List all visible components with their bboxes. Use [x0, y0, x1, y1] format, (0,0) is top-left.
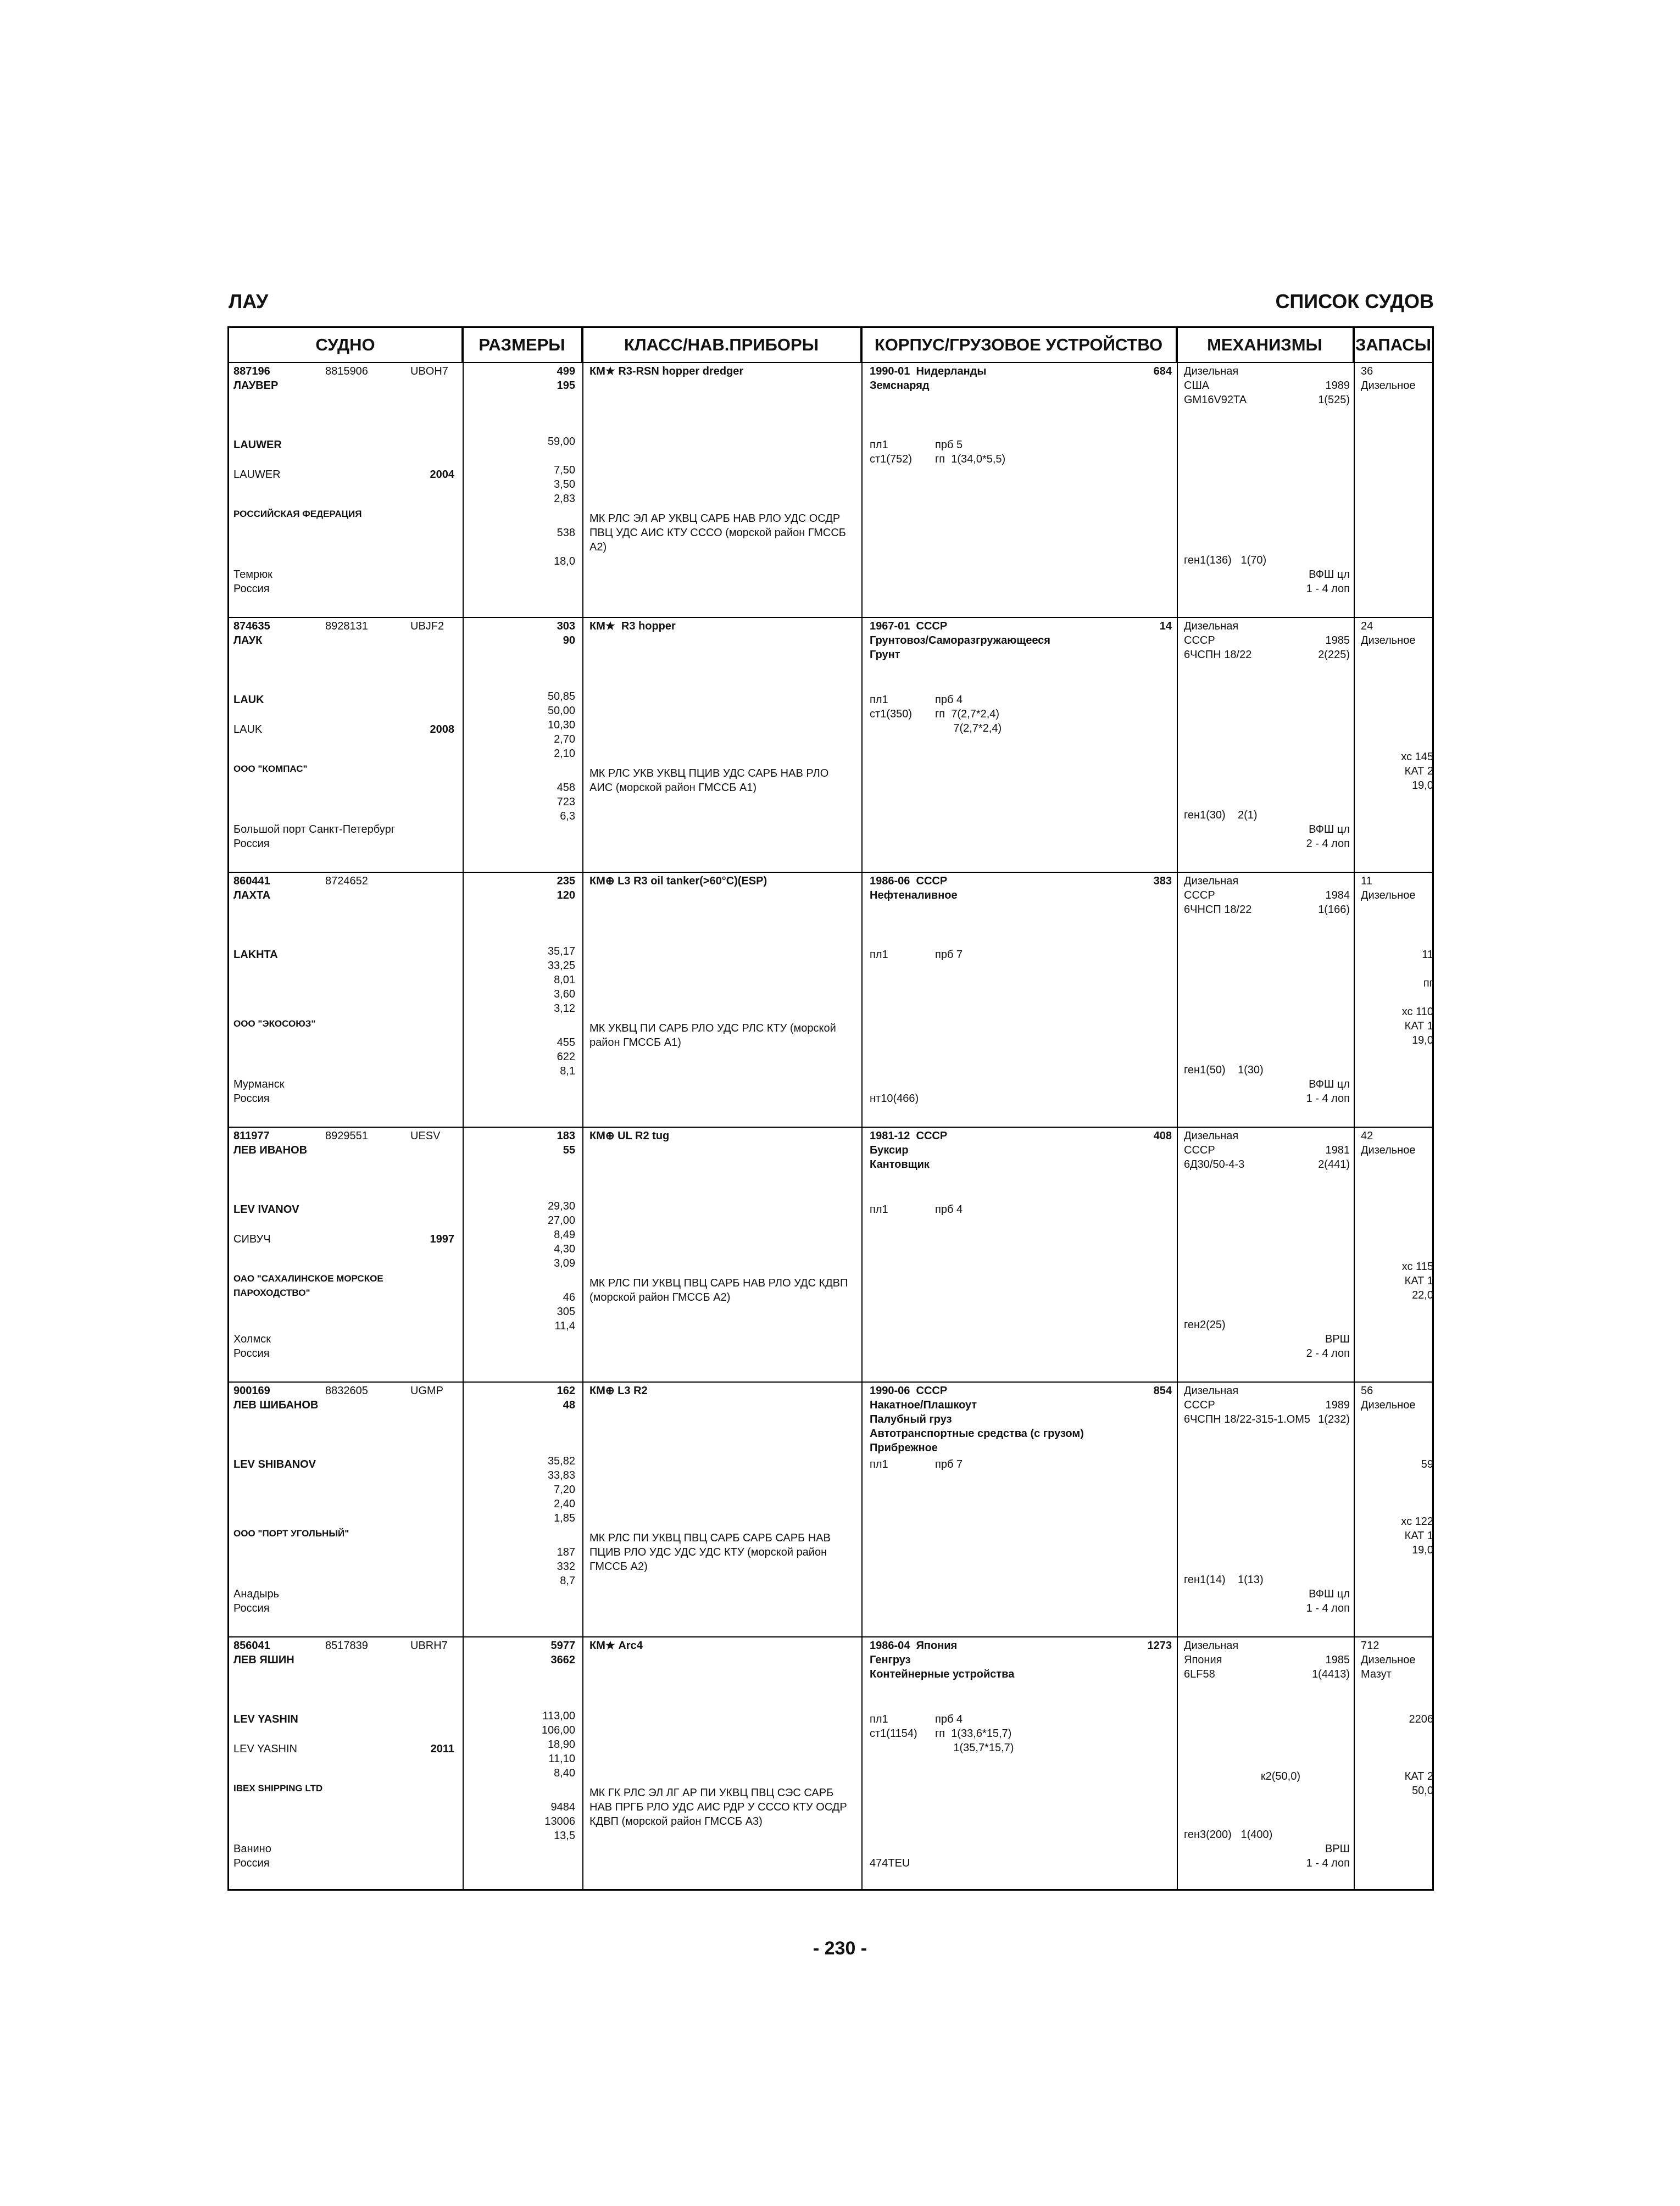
cargo-hatches: пл1 ст1(752) [870, 439, 912, 465]
supplies-amount: 2206 [1409, 1713, 1433, 1725]
generators: ген2(25) [1184, 1319, 1226, 1331]
ship-imo: 8928131 [325, 620, 368, 632]
ship-country: Россия [233, 1093, 270, 1105]
hull-number: 408 [1153, 1130, 1172, 1142]
propeller-blades: 1 - 4 лоп [1306, 583, 1350, 595]
generators: ген3(200) 1(400) [1184, 1829, 1273, 1841]
ship-name: ЛАУК [233, 634, 263, 647]
generators: ген1(14) 1(13) [1184, 1574, 1264, 1586]
propeller-blades: 2 - 4 лоп [1306, 838, 1350, 850]
supplies-equipment: хс 122 КАТ 1 19,0 [1401, 1516, 1433, 1556]
propeller-type: ВФШ цл [1309, 823, 1350, 835]
dims-tonnage: 303 90 [557, 620, 575, 647]
supplies-fuel: 24 Дизельное [1361, 620, 1416, 647]
hull-bottom-note: 474TEU [870, 1857, 910, 1869]
hull-built: 1981-12 СССР [870, 1130, 948, 1142]
ship-reg-number: 887196 [233, 365, 270, 377]
dims-tonnage: 162 48 [557, 1385, 575, 1411]
ship-owner: ООО "ЭКОСОЮЗ" [233, 1018, 316, 1029]
dims-tonnage: 5977 3662 [550, 1640, 575, 1666]
cargo-cranes: к2(50,0) [1260, 1770, 1300, 1782]
ship-class: КМ★ R3-RSN hopper dredger [589, 365, 744, 377]
hull-type: Генгруз Контейнерные устройства [870, 1654, 1015, 1680]
col-header-hull: КОРПУС/ГРУЗОВОЕ УСТРОЙСТВО [861, 328, 1177, 362]
ship-name-latin: LAKHTA [233, 949, 278, 961]
ship-country: Россия [233, 1857, 270, 1869]
supplies-fuel: 11 Дизельное [1361, 875, 1416, 901]
machinery: Дизельная США GM16V92TA [1184, 365, 1247, 406]
col-header-machinery: МЕХАНИЗМЫ [1177, 328, 1354, 362]
ship-imo: 8815906 [325, 365, 368, 377]
nav-equipment: МК УКВЦ ПИ САРБ РЛО УДС РЛС КТУ (морской район ГМССБ А1) [589, 1022, 836, 1049]
ship-former-name: LEV YASHIN [233, 1743, 297, 1755]
ship-reg-number: 811977 [233, 1130, 270, 1142]
hull-number: 383 [1153, 875, 1172, 887]
generators: ген1(50) 1(30) [1184, 1064, 1264, 1076]
ship-name: ЛАХТА [233, 889, 271, 901]
ship-country: Россия [233, 838, 270, 850]
ship-former-name: СИВУЧ [233, 1233, 271, 1245]
ship-former-name: LAUWER [233, 469, 281, 481]
ship-port: Большой порт Санкт-Петербург [233, 823, 396, 835]
col-header-supplies: ЗАПАСЫ [1354, 328, 1434, 362]
hull-bottom-note: нт10(466) [870, 1093, 919, 1105]
dims-capacity: 187 332 8,7 [557, 1546, 575, 1587]
ship-callsign: UBOH7 [410, 365, 448, 377]
nav-equipment: МК РЛС ПИ УКВЦ ПВЦ САРБ НАВ РЛО УДС КДВП (морской район ГМССБ А2) [589, 1277, 848, 1303]
ship-name-latin: LEV IVANOV [233, 1204, 299, 1216]
ship-built-year: 2011 [430, 1743, 454, 1755]
supplies-fuel: 712 Дизельное Мазут [1361, 1640, 1416, 1680]
hull-built: 1990-01 Нидерланды [870, 365, 987, 377]
hull-built: 1967-01 СССР [870, 620, 948, 632]
cargo-gear: прб 5 гп 1(34,0*5,5) [935, 439, 1006, 465]
ship-country: Россия [233, 1602, 270, 1614]
supplies-amount: 59 [1421, 1458, 1433, 1470]
supplies-equipment: хс 145 КАТ 2 19,0 [1401, 751, 1433, 792]
propeller-type: ВРШ [1325, 1333, 1350, 1345]
ship-record [229, 363, 1432, 618]
cargo-gear: прб 4 гп 7(2,7*2,4) 7(2,7*2,4) [935, 694, 1002, 734]
dims-measurements: 50,85 50,00 10,30 2,70 2,10 [547, 690, 575, 760]
ship-record [229, 1383, 1432, 1637]
cargo-hatches: пл1 [870, 949, 888, 961]
ship-port: Холмск [233, 1333, 271, 1345]
ship-callsign: UESV [410, 1130, 441, 1142]
propeller-type: ВФШ цл [1309, 1588, 1350, 1600]
hull-number: 854 [1153, 1385, 1172, 1397]
dims-capacity: 46 305 11,4 [554, 1291, 575, 1332]
supplies-amount: 11 пг [1422, 949, 1433, 989]
supplies-equipment: хс 115 КАТ 1 22,0 [1401, 1261, 1433, 1301]
machinery-power: 1989 1(525) [1318, 380, 1350, 406]
dims-capacity: 9484 13006 13,5 [544, 1801, 575, 1842]
ship-class: КМ⊕ L3 R2 [589, 1385, 648, 1397]
dims-capacity: 458 723 6,3 [557, 782, 575, 822]
ship-country: Россия [233, 583, 270, 595]
ship-owner: ОАО "САХАЛИНСКОЕ МОРСКОЕ ПАРОХОДСТВО" [233, 1273, 383, 1298]
ship-built-year: 2008 [430, 723, 454, 736]
supplies-equipment: хс 110 КАТ 1 19,0 [1401, 1006, 1433, 1046]
col-header-vessel: СУДНО [229, 328, 463, 362]
ship-reg-number: 900169 [233, 1385, 270, 1397]
ship-reg-number: 874635 [233, 620, 270, 632]
dims-capacity: 538 18,0 [554, 527, 575, 567]
ship-imo: 8929551 [325, 1130, 368, 1142]
ship-reg-number: 860441 [233, 875, 270, 887]
cargo-gear: прб 7 [935, 1458, 963, 1470]
ship-name: ЛЕВ ШИБАНОВ [233, 1399, 319, 1411]
hull-built: 1990-06 СССР [870, 1385, 948, 1397]
ship-owner: IBEX SHIPPING LTD [233, 1783, 323, 1793]
ship-record [229, 1128, 1432, 1383]
ship-name: ЛЕВ ИВАНОВ [233, 1144, 308, 1156]
machinery-power: 1985 1(4413) [1312, 1654, 1350, 1680]
cargo-hatches: пл1 [870, 1204, 888, 1216]
hull-number: 1273 [1147, 1640, 1172, 1652]
dims-measurements: 59,00 7,50 3,50 2,83 [547, 436, 575, 505]
cargo-gear: прб 4 [935, 1204, 963, 1216]
dims-measurements: 35,82 33,83 7,20 2,40 1,85 [547, 1455, 575, 1524]
ship-imo: 8517839 [325, 1640, 368, 1652]
cargo-gear: прб 7 [935, 949, 963, 961]
propeller-type: ВФШ цл [1309, 569, 1350, 581]
dims-measurements: 35,17 33,25 8,01 3,60 3,12 [547, 945, 575, 1015]
supplies-fuel: 56 Дизельное [1361, 1385, 1416, 1411]
nav-equipment: МК РЛС УКВ УКВЦ ПЦИВ УДС САРБ НАВ РЛО АИС (морской район ГМССБ А1) [589, 767, 829, 794]
machinery-power: 1981 2(441) [1318, 1144, 1350, 1171]
ship-record [229, 1637, 1432, 1892]
machinery: Дизельная СССР 6Д30/50-4-3 [1184, 1130, 1245, 1171]
machinery: Дизельная СССР 6ЧНСП 18/22 [1184, 875, 1252, 916]
ship-built-year: 2004 [430, 469, 454, 481]
hull-type: Нефтеналивное [870, 889, 958, 901]
machinery: Дизельная СССР 6ЧСПН 18/22-315-1.ОМ5 [1184, 1385, 1311, 1425]
ship-callsign: UBRH7 [410, 1640, 448, 1652]
dims-tonnage: 499 195 [557, 365, 575, 392]
ship-name: ЛАУВЕР [233, 380, 279, 392]
ship-owner: РОССИЙСКАЯ ФЕДЕРАЦИЯ [233, 509, 362, 519]
ship-port: Темрюк [233, 569, 272, 581]
propeller-blades: 2 - 4 лоп [1306, 1347, 1350, 1360]
ship-record [229, 618, 1432, 873]
page-header-left: ЛАУ [229, 290, 269, 313]
machinery-power: 1989 1(232) [1318, 1399, 1350, 1425]
generators: ген1(30) 2(1) [1184, 809, 1258, 821]
ship-port: Мурманск [233, 1078, 285, 1090]
hull-number: 684 [1153, 365, 1172, 377]
propeller-type: ВРШ [1325, 1843, 1350, 1855]
ship-country: Россия [233, 1347, 270, 1360]
hull-type: Грунтовоз/Саморазгружающееся Грунт [870, 634, 1050, 661]
hull-built: 1986-04 Япония [870, 1640, 958, 1652]
ship-port: Ванино [233, 1843, 271, 1855]
dims-measurements: 113,00 106,00 18,90 11,10 8,40 [541, 1710, 575, 1779]
nav-equipment: МК РЛС ЭЛ АР УКВЦ САРБ НАВ РЛО УДС ОСДР ПВЦ УДС АИС КТУ СССО (морской район ГМССБ А2) [589, 512, 846, 553]
ship-former-name: LAUK [233, 723, 263, 736]
machinery-power: 1984 1(166) [1318, 889, 1350, 916]
ship-name-latin: LAUWER [233, 439, 282, 451]
machinery: Дизельная СССР 6ЧСПН 18/22 [1184, 620, 1252, 661]
ship-reg-number: 856041 [233, 1640, 270, 1652]
ship-port: Анадырь [233, 1588, 280, 1600]
nav-equipment: МК РЛС ПИ УКВЦ ПВЦ САРБ САРБ САРБ НАВ ПЦИВ РЛО УДС УДС УДС КТУ (морской район ГМССБ А2) [589, 1532, 831, 1573]
ship-class: КМ⊕ UL R2 tug [589, 1130, 670, 1142]
ship-table [227, 326, 1434, 1891]
dims-capacity: 455 622 8,1 [557, 1037, 575, 1077]
col-header-class: КЛАСС/НАВ.ПРИБОРЫ [582, 328, 861, 362]
page-header-right: СПИСОК СУДОВ [1275, 290, 1434, 313]
ship-class: КМ⊕ L3 R3 oil tanker(>60°C)(ESP) [589, 875, 767, 887]
col-header-dimensions: РАЗМЕРЫ [463, 328, 582, 362]
ship-name-latin: LEV SHIBANOV [233, 1458, 316, 1470]
ship-built-year: 1997 [430, 1233, 454, 1245]
generators: ген1(136) 1(70) [1184, 554, 1267, 566]
supplies-equipment: КАТ 2 50,0 [1404, 1770, 1433, 1797]
cargo-hatches: пл1 [870, 1458, 888, 1470]
ship-record [229, 873, 1432, 1128]
cargo-hatches: пл1 ст1(350) [870, 694, 912, 720]
ship-class: КМ★ R3 hopper [589, 620, 676, 632]
dims-measurements: 29,30 27,00 8,49 4,30 3,09 [547, 1200, 575, 1269]
ship-owner: ООО "ПОРТ УГОЛЬНЫЙ" [233, 1528, 349, 1539]
propeller-blades: 1 - 4 лоп [1306, 1857, 1350, 1869]
cargo-gear: прб 4 гп 1(33,6*15,7) 1(35,7*15,7) [935, 1713, 1014, 1754]
page-number: - 230 - [813, 1938, 867, 1959]
ship-name-latin: LEV YASHIN [233, 1713, 298, 1725]
machinery-power: 1985 2(225) [1318, 634, 1350, 661]
ship-class: КМ★ Arc4 [589, 1640, 643, 1652]
supplies-fuel: 42 Дизельное [1361, 1130, 1416, 1156]
hull-type: Буксир Кантовщик [870, 1144, 930, 1171]
hull-type: Накатное/Плашкоут Палубный груз Автотранспортные средства (с грузом) Прибрежное [870, 1399, 1084, 1454]
hull-number: 14 [1159, 620, 1172, 632]
hull-built: 1986-06 СССР [870, 875, 948, 887]
nav-equipment: МК ГК РЛС ЭЛ ЛГ АР ПИ УКВЦ ПВЦ СЭС САРБ НАВ ПРГБ РЛО УДС АИС РДР У СССО КТУ ОСДР КДВП (морской район ГМССБ А3) [589, 1787, 847, 1828]
cargo-hatches: пл1 ст1(1154) [870, 1713, 917, 1740]
ship-imo: 8832605 [325, 1385, 368, 1397]
supplies-fuel: 36 Дизельное [1361, 365, 1416, 392]
ship-imo: 8724652 [325, 875, 368, 887]
propeller-blades: 1 - 4 лоп [1306, 1602, 1350, 1614]
ship-owner: ООО "КОМПАС" [233, 764, 308, 774]
ship-name-latin: LAUK [233, 694, 264, 706]
ship-callsign: UGMP [410, 1385, 443, 1397]
dims-tonnage: 235 120 [557, 875, 575, 901]
ship-callsign: UBJF2 [410, 620, 444, 632]
ship-name: ЛЕВ ЯШИН [233, 1654, 294, 1666]
propeller-type: ВФШ цл [1309, 1078, 1350, 1090]
machinery: Дизельная Япония 6LF58 [1184, 1640, 1239, 1680]
dims-tonnage: 183 55 [557, 1130, 575, 1156]
propeller-blades: 1 - 4 лоп [1306, 1093, 1350, 1105]
hull-type: Земснаряд [870, 380, 930, 392]
